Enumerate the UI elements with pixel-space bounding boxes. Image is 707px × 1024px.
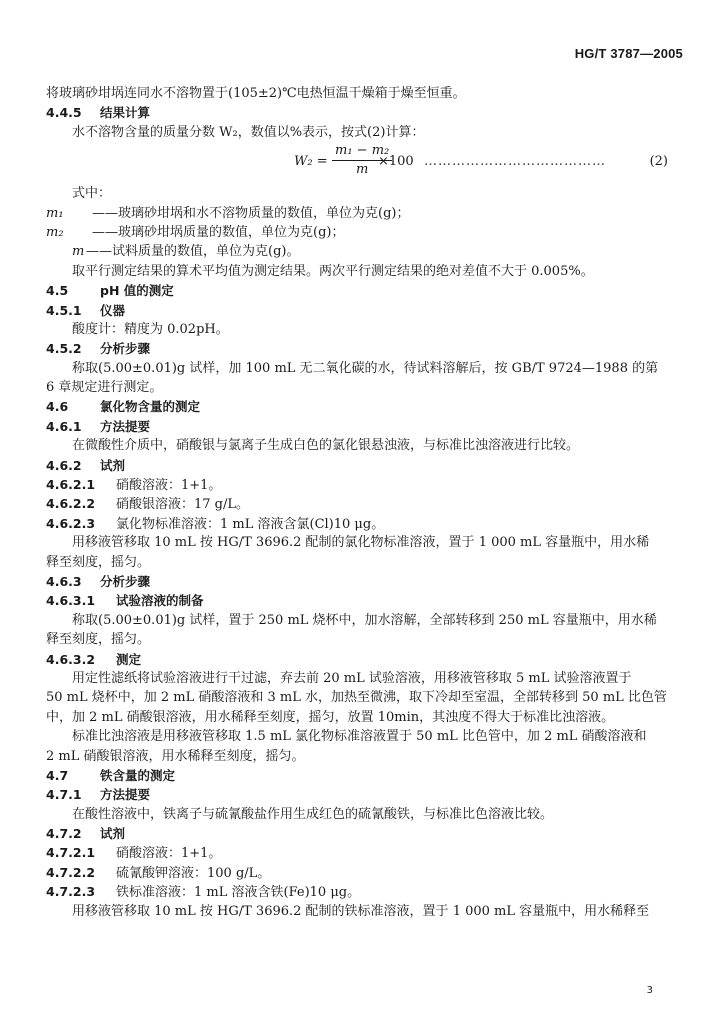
paragraph-line: 取平行测定结果的算术平均值为测定结果。两次平行测定结果的绝对差值不大于 0.005%。 bbox=[72, 263, 594, 279]
page-number: 3 bbox=[646, 985, 653, 996]
section-number: 4.7.2.2 bbox=[46, 864, 96, 880]
section-title: 仪器 bbox=[100, 302, 126, 318]
reagent-item bbox=[46, 843, 676, 862]
section-number: 4.6.2.1 bbox=[46, 477, 96, 493]
paragraph-line: 2 mL 硝酸银溶液，用水稀释至刻度，摇匀。 bbox=[46, 748, 305, 764]
section-heading-4-5-2 bbox=[46, 339, 676, 358]
section-title: pH 值的测定 bbox=[100, 283, 174, 299]
section-heading-4-6-3-1 bbox=[46, 591, 676, 610]
section-number: 4.7.2.3 bbox=[46, 884, 96, 900]
section-title: 分析步骤 bbox=[100, 341, 151, 357]
reagent-item bbox=[46, 882, 676, 901]
formula-denominator: m bbox=[355, 162, 369, 178]
section-title: 铁含量的测定 bbox=[100, 767, 176, 783]
reagent-item bbox=[46, 494, 676, 513]
section-heading-4-6-1 bbox=[46, 417, 676, 436]
section-heading-4-6-2 bbox=[46, 456, 676, 475]
section-heading-4-7-1 bbox=[46, 785, 676, 804]
paragraph-line: 在酸性溶液中，铁离子与硫氰酸盐作用生成红色的硫氰酸铁，与标准比色溶液比较。 bbox=[72, 806, 554, 822]
section-heading-4-7-2 bbox=[46, 824, 676, 843]
paragraph-line: 水不溶物含量的质量分数 W₂，数值以%表示，按式(2)计算： bbox=[72, 124, 425, 140]
paragraph-line: 50 mL 烧杯中，加 2 mL 硝酸溶液和 3 mL 水，加热至微沸，取下冷却至室温，全部转移到 50 mL 比色管 bbox=[46, 690, 667, 706]
paragraph-line: 6 章规定进行测定。 bbox=[46, 380, 163, 396]
formula-rhs: ×100 bbox=[378, 154, 414, 170]
section-heading-4-4-5 bbox=[46, 103, 676, 122]
section-title: 测定 bbox=[116, 651, 142, 667]
definition-m1 bbox=[46, 204, 676, 223]
paragraph-line: 中，加 2 mL 硝酸银溶液，用水稀释至刻度，摇匀，放置 10min，其浊度不得大于标准比浊溶液。 bbox=[46, 709, 615, 725]
definition-text: ——玻璃砂坩埚和水不溶物质量的数值，单位为克(g)； bbox=[92, 205, 410, 221]
section-number: 4.7.2 bbox=[46, 826, 82, 842]
formula-leader-dots: ………………………………… bbox=[424, 154, 606, 170]
section-number: 4.4.5 bbox=[46, 105, 82, 121]
section-number: 4.7.1 bbox=[46, 787, 82, 803]
definition-m2 bbox=[46, 223, 676, 242]
paragraph-line: 释至刻度，摇匀。 bbox=[46, 632, 151, 648]
definition-text: ——试料质量的数值，单位为克(g)。 bbox=[86, 244, 300, 260]
section-heading-4-7 bbox=[46, 766, 676, 785]
paragraph-line: 用移液管移取 10 mL 按 HG/T 3696.2 配制的氯化物标准溶液，置于 1 000 mL 容量瓶中，用水稀 bbox=[72, 535, 650, 551]
definition-symbol: m₂ bbox=[46, 224, 64, 240]
section-number: 4.7.2.1 bbox=[46, 845, 96, 861]
paragraph-line: 在微酸性介质中，硝酸银与氯离子生成白色的氯化银悬浊液，与标准比浊溶液进行比较。 bbox=[72, 438, 580, 454]
reagent-text: 硝酸银溶液：17 g/L。 bbox=[116, 497, 250, 513]
section-title: 方法提要 bbox=[100, 787, 151, 803]
document-body bbox=[46, 84, 676, 921]
reagent-text: 硝酸溶液：1+1。 bbox=[116, 846, 222, 862]
section-number: 4.6.3 bbox=[46, 573, 82, 589]
reagent-item bbox=[46, 514, 676, 533]
section-number: 4.6.2.2 bbox=[46, 496, 96, 512]
section-number: 4.6.2 bbox=[46, 457, 82, 473]
section-heading-4-6-3 bbox=[46, 572, 676, 591]
section-title: 结果计算 bbox=[100, 105, 151, 121]
section-number: 4.5 bbox=[46, 283, 69, 299]
section-number: 4.5.1 bbox=[46, 302, 82, 318]
section-number: 4.7 bbox=[46, 767, 69, 783]
paragraph-line: 用移液管移取 10 mL 按 HG/T 3696.2 配制的铁标准溶液，置于 1 000 mL 容量瓶中，用水稀释至 bbox=[72, 903, 650, 919]
where-label: 式中： bbox=[72, 186, 112, 202]
definition-text: ——玻璃砂坩埚质量的数值，单位为克(g)； bbox=[92, 224, 345, 240]
formula-equation-number: (2) bbox=[649, 154, 668, 170]
section-title: 试验溶液的制备 bbox=[116, 593, 204, 609]
paragraph-line: 称取(5.00±0.01)g 试样，加 100 mL 无二氧化碳的水，待试料溶解后，按 GB/T 9724—1988 的第 bbox=[72, 360, 659, 376]
section-title: 试剂 bbox=[100, 457, 126, 473]
section-title: 试剂 bbox=[100, 826, 126, 842]
reagent-item bbox=[46, 475, 676, 494]
section-title: 分析步骤 bbox=[100, 573, 151, 589]
section-number: 4.6.2.3 bbox=[46, 515, 96, 531]
reagent-text: 铁标准溶液：1 mL 溶液含铁(Fe)10 μg。 bbox=[116, 885, 361, 901]
paragraph-line: 将玻璃砂坩埚连同水不溶物置于(105±2)℃电热恒温干燥箱于燥至恒重。 bbox=[46, 86, 466, 101]
section-number: 4.6.3.2 bbox=[46, 651, 96, 667]
section-heading-4-6 bbox=[46, 397, 676, 416]
reagent-text: 硫氰酸钾溶液：100 g/L。 bbox=[116, 865, 271, 881]
formula-numerator: m₁ − m₂ bbox=[332, 142, 392, 161]
section-heading-4-5 bbox=[46, 281, 676, 300]
section-title: 氯化物含量的测定 bbox=[100, 399, 201, 415]
reagent-text: 硝酸溶液：1+1。 bbox=[116, 478, 222, 494]
paragraph-line: 释至刻度，摇匀。 bbox=[46, 554, 151, 570]
section-heading-4-6-3-2 bbox=[46, 650, 676, 669]
section-number: 4.6.3.1 bbox=[46, 593, 96, 609]
section-number: 4.6 bbox=[46, 399, 69, 415]
paragraph-line: 用定性滤纸将试验溶液进行干过滤，弃去前 20 mL 试验溶液，用移液管移取 5 mL 试验溶液置于 bbox=[72, 670, 632, 686]
section-number: 4.5.2 bbox=[46, 341, 82, 357]
section-heading-4-5-1 bbox=[46, 301, 676, 320]
section-number: 4.6.1 bbox=[46, 418, 82, 434]
paragraph-line: 标准比浊溶液是用移液管移取 1.5 mL 氯化物标准溶液置于 50 mL 比色管中，加 2 mL 硝酸溶液和 bbox=[72, 729, 647, 745]
formula-lhs: W₂ = bbox=[294, 154, 328, 170]
definition-m bbox=[46, 242, 676, 261]
definition-symbol: m₁ bbox=[46, 205, 64, 221]
formula-2 bbox=[46, 142, 676, 184]
paragraph-line: 称取(5.00±0.01)g 试样，置于 250 mL 烧杯中，加水溶解，全部转移到 250 mL 容量瓶中，用水稀 bbox=[72, 612, 657, 628]
section-title: 方法提要 bbox=[100, 418, 151, 434]
reagent-text: 氯化物标准溶液：1 mL 溶液含氯(Cl)10 μg。 bbox=[116, 516, 385, 532]
reagent-item bbox=[46, 863, 676, 882]
standard-code-header: HG/T 3787—2005 bbox=[574, 46, 683, 61]
definition-symbol: m bbox=[72, 244, 85, 260]
paragraph-line: 酸度计：精度为 0.02pH。 bbox=[72, 321, 229, 337]
